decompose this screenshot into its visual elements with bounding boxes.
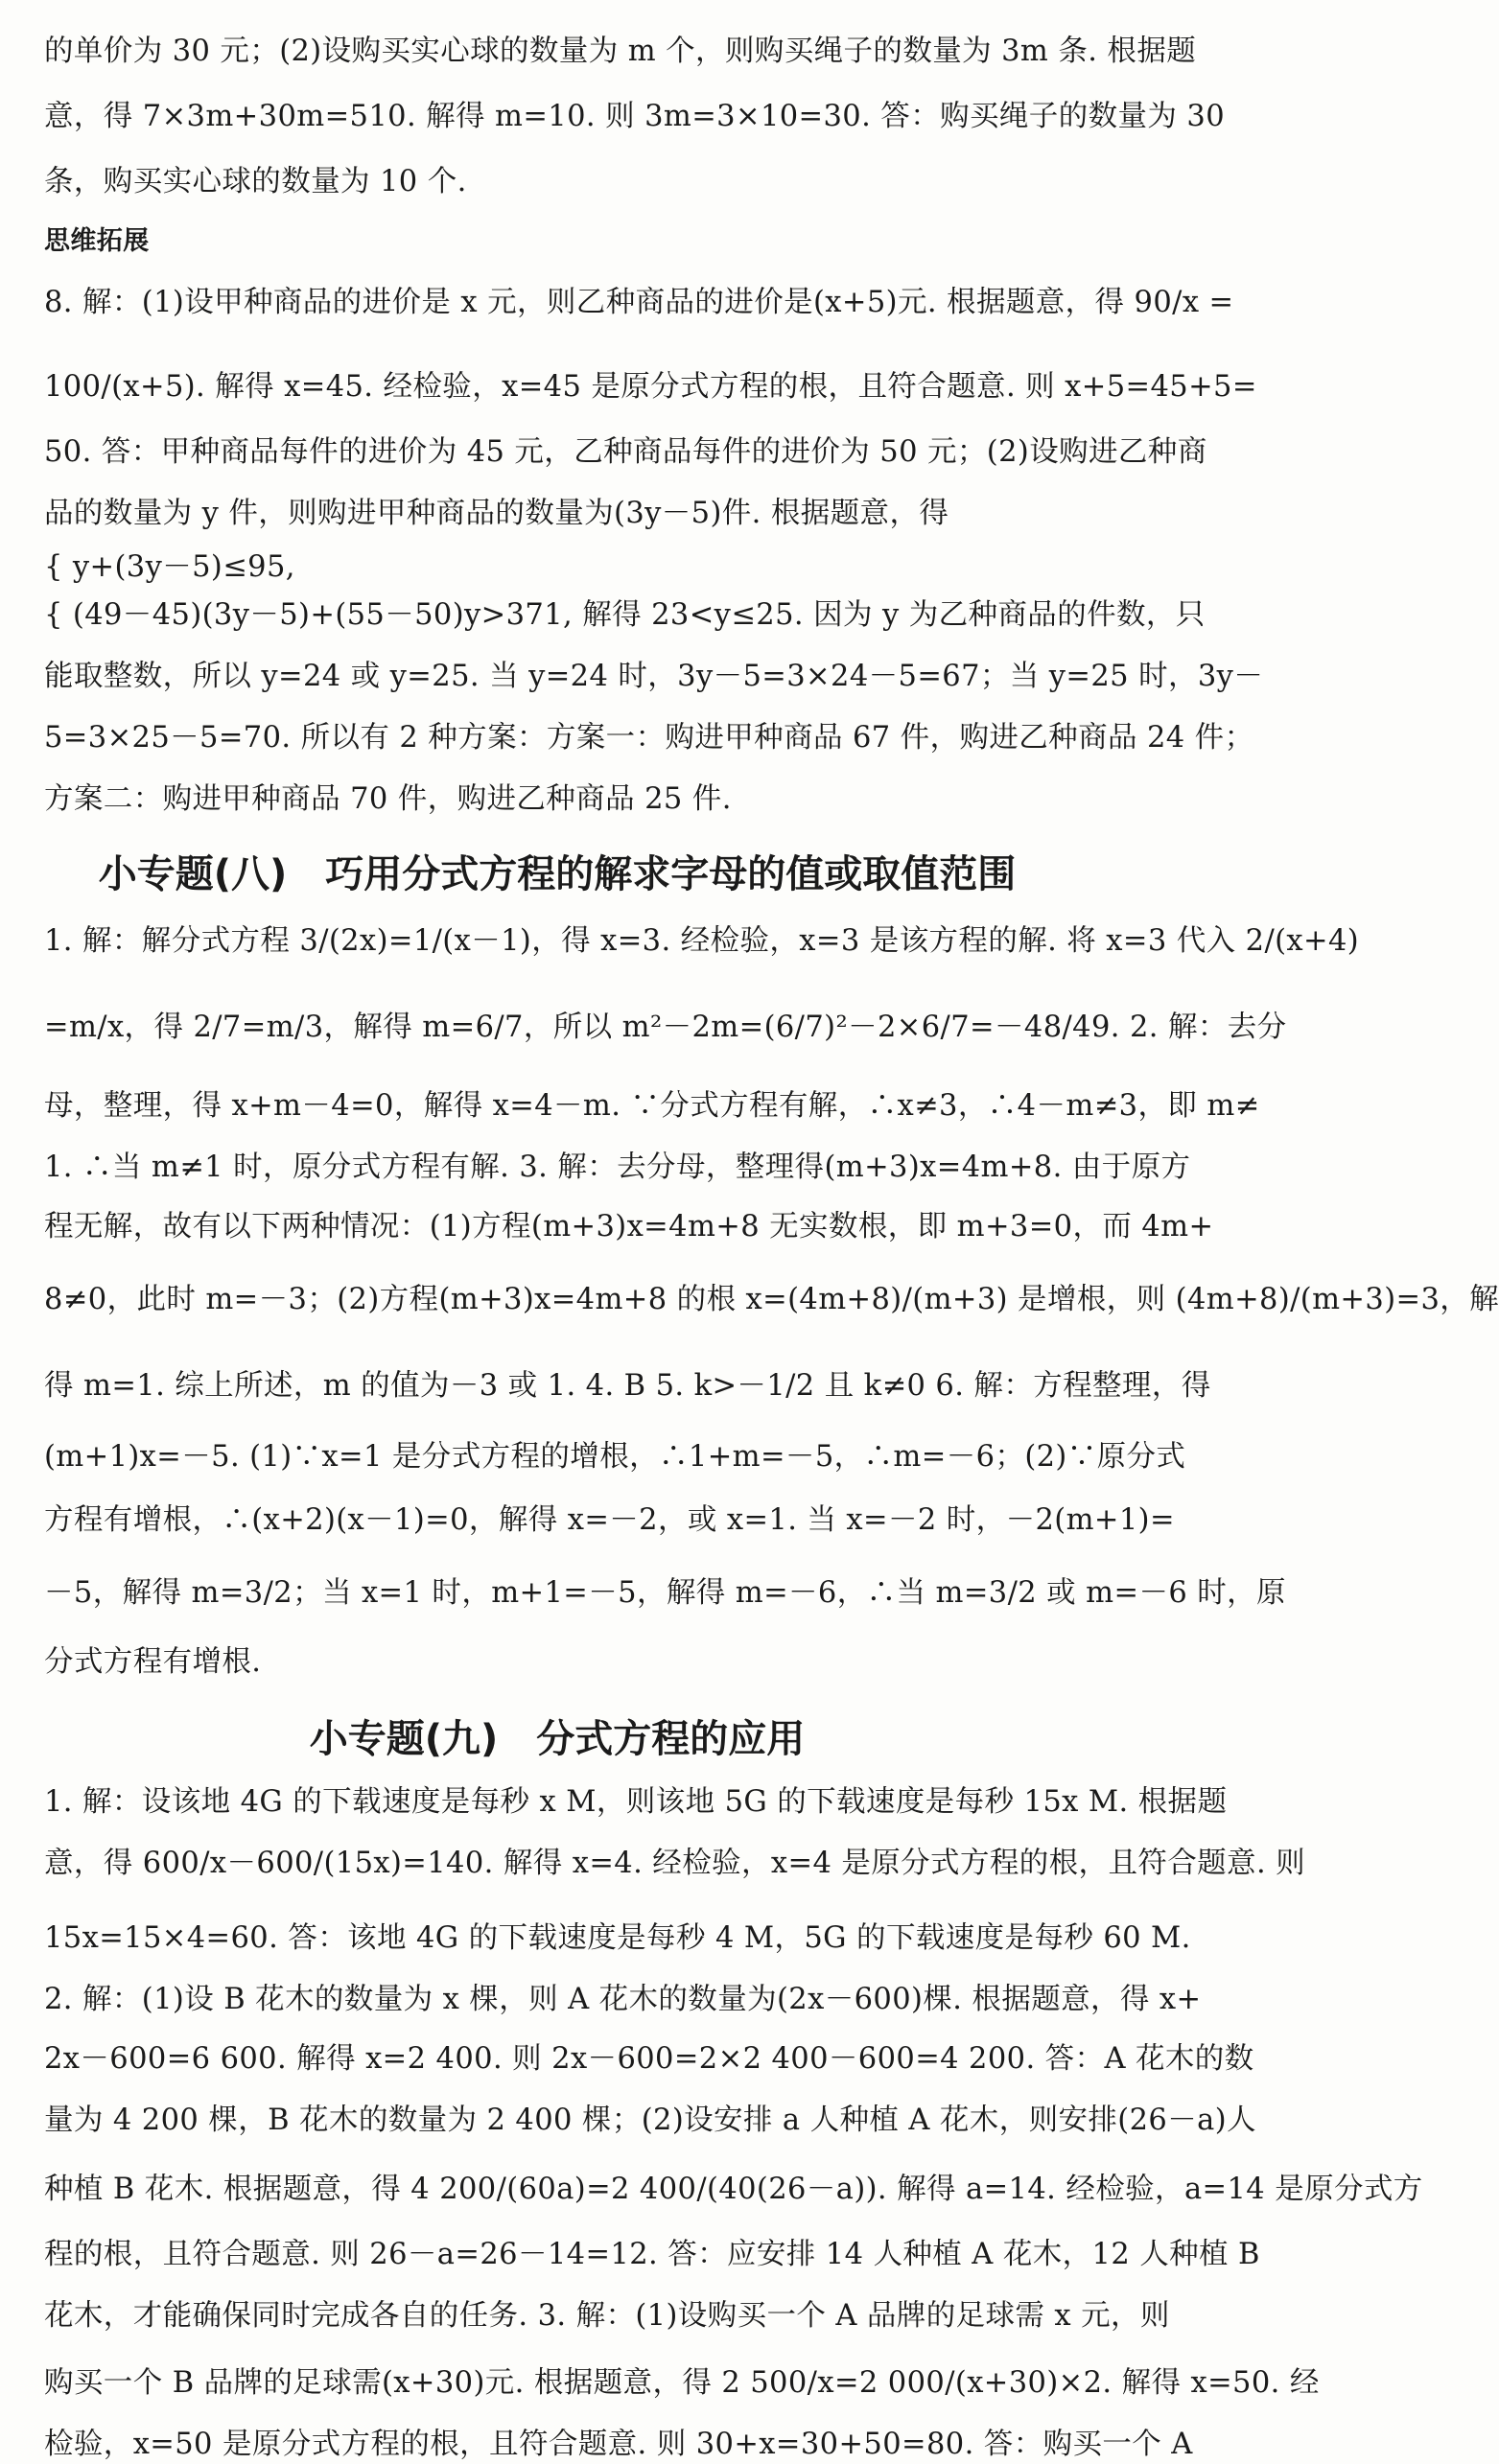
text-line: 意，得 7×3m+30m=510. 解得 m=10. 则 3m=3×10=30. 答：购买绳子的数量为 30 [44, 100, 1226, 133]
text-line: 花木，才能确保同时完成各自的任务. 3. 解：(1)设购买一个 A 品牌的足球需 x 元，则 [44, 2299, 1170, 2333]
text-line: 方案二：购进甲种商品 70 件，购进乙种商品 25 件. [44, 782, 732, 816]
text-line: 2x－600=6 600. 解得 x=2 400. 则 2x－600=2×2 400－600=4 200. 答：A 花木的数 [44, 2042, 1254, 2076]
text-line: 2. 解：(1)设 B 花木的数量为 x 棵，则 A 花木的数量为(2x－600)棵. 根据题意，得 x+ [44, 1983, 1202, 2016]
text-line: 1. ∴当 m≠1 时，原分式方程有解. 3. 解：去分母，整理得(m+3)x=4m+8. 由于原方 [44, 1151, 1191, 1184]
text-line: 15x=15×4=60. 答：该地 4G 的下载速度是每秒 4 M，5G 的下载速度是每秒 60 M. [44, 1921, 1191, 1955]
text-line: 品的数量为 y 件，则购进甲种商品的数量为(3y－5)件. 根据题意，得 [44, 497, 949, 530]
text-line: 的单价为 30 元；(2)设购买实心球的数量为 m 个，则购买绳子的数量为 3m 条. 根据题 [44, 35, 1197, 68]
text-line: 1. 解：解分式方程 3/(2x)=1/(x－1)，得 x=3. 经检验，x=3 是该方程的解. 将 x=3 代入 2/(x+4) [44, 924, 1360, 958]
text-line: 100/(x+5). 解得 x=45. 经检验，x=45 是原分式方程的根，且符合题意. 则 x+5=45+5= [44, 370, 1257, 404]
text-line: 种植 B 花木. 根据题意，得 4 200/(60a)=2 400/(40(26－a)). 解得 a=14. 经检验，a=14 是原分式方 [44, 2173, 1423, 2206]
text-line: 分式方程有增根. [44, 1645, 262, 1679]
section-heading: 小专题(九) 分式方程的应用 [309, 1717, 806, 1761]
text-line: 能取整数，所以 y=24 或 y=25. 当 y=24 时，3y－5=3×24－5=67；当 y=25 时，3y－ [44, 660, 1264, 693]
text-line: 5=3×25－5=70. 所以有 2 种方案：方案一：购进甲种商品 67 件，购进乙种商品 24 件； [44, 721, 1254, 755]
text-line: 8. 解：(1)设甲种商品的进价是 x 元，则乙种商品的进价是(x+5)元. 根据题意，得 90/x = [44, 286, 1234, 319]
text-line: { (49－45)(3y－5)+(55－50)y>371, 解得 23<y≤25. 因为 y 为乙种商品的件数，只 [44, 598, 1206, 632]
text-line: 条，购买实心球的数量为 10 个. [44, 165, 467, 198]
text-line: 母，整理，得 x+m－4=0，解得 x=4－m. ∵分式方程有解，∴x≠3，∴4－m≠3，即 m≠ [44, 1089, 1260, 1123]
section-heading: 小专题(八) 巧用分式方程的解求字母的值或取值范围 [98, 852, 1017, 896]
text-line: { y+(3y－5)≤95, [44, 550, 295, 584]
text-line: 方程有增根，∴(x+2)(x－1)=0，解得 x=－2，或 x=1. 当 x=－2 时，－2(m+1)= [44, 1503, 1175, 1537]
text-line: －5，解得 m=3/2；当 x=1 时，m+1=－5，解得 m=－6，∴当 m=3/2 或 m=－6 时，原 [44, 1576, 1286, 1610]
text-line: 50. 答：甲种商品每件的进价为 45 元，乙种商品每件的进价为 50 元；(2)设购进乙种商 [44, 435, 1207, 469]
text-line: =m/x，得 2/7=m/3，解得 m=6/7，所以 m²－2m=(6/7)²－2×6/7=－48/49. 2. 解：去分 [44, 1011, 1287, 1044]
text-line: 程无解，故有以下两种情况：(1)方程(m+3)x=4m+8 无实数根，即 m+3=0，而 4m+ [44, 1210, 1214, 1244]
text-line: (m+1)x=－5. (1)∵x=1 是分式方程的增根，∴1+m=－5，∴m=－6；(2)∵原分式 [44, 1440, 1186, 1474]
text-line: 量为 4 200 棵，B 花木的数量为 2 400 棵；(2)设安排 a 人种植 A 花木，则安排(26－a)人 [44, 2104, 1256, 2137]
text-line: 1. 解：设该地 4G 的下载速度是每秒 x M，则该地 5G 的下载速度是每秒 15x M. 根据题 [44, 1785, 1228, 1819]
section-label: 思维拓展 [44, 226, 150, 256]
text-line: 程的根，且符合题意. 则 26－a=26－14=12. 答：应安排 14 人种植 A 花木，12 人种植 B [44, 2238, 1260, 2271]
text-line: 得 m=1. 综上所述，m 的值为－3 或 1. 4. B 5. k>－1/2 且 k≠0 6. 解：方程整理，得 [44, 1369, 1211, 1403]
text-line: 检验，x=50 是原分式方程的根，且符合题意. 则 30+x=30+50=80. 答：购买一个 A [44, 2428, 1193, 2461]
text-line: 购买一个 B 品牌的足球需(x+30)元. 根据题意，得 2 500/x=2 000/(x+30)×2. 解得 x=50. 经 [44, 2366, 1320, 2400]
text-line: 意，得 600/x－600/(15x)=140. 解得 x=4. 经检验，x=4 是原分式方程的根，且符合题意. 则 [44, 1847, 1306, 1880]
text-line: 8≠0，此时 m=－3；(2)方程(m+3)x=4m+8 的根 x=(4m+8)/(m+3) 是增根，则 (4m+8)/(m+3)=3，解 [44, 1283, 1499, 1316]
